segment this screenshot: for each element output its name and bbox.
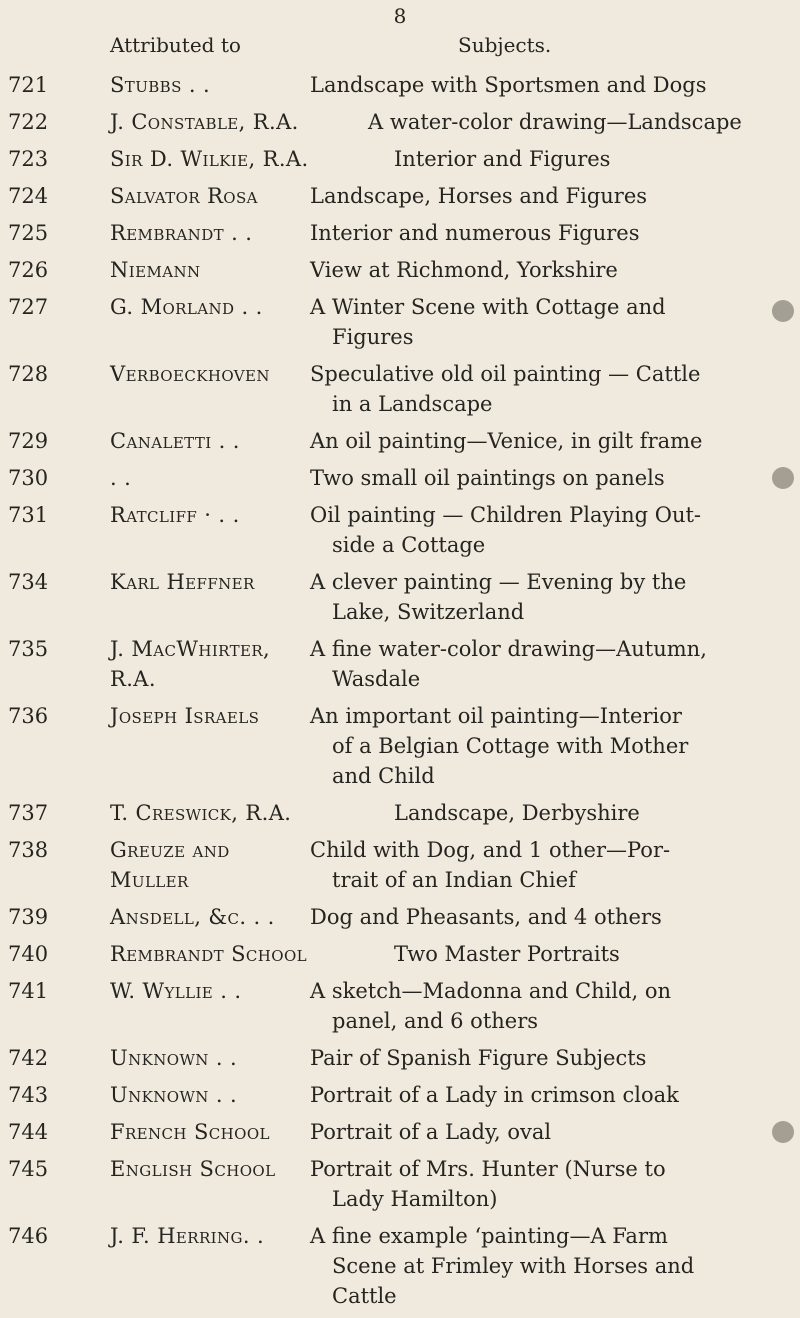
lot-number: 724 [8,184,49,208]
lot-artist: Rembrandt School [110,942,308,966]
lot-artist: Greuze and Muller [110,838,230,892]
lot-artist: J. MacWhirter, R.A. [110,637,271,691]
lot-artist: French School [110,1120,270,1144]
margin-smudge [772,1121,794,1143]
lot-subject: Interior and numerous Figures [310,221,640,245]
lot-entry [0,144,800,174]
lot-entry [0,292,800,352]
lot-subject: Interior and Figures [394,147,611,171]
lot-entry [0,107,800,137]
lot-number: 737 [8,801,49,825]
lot-subject: Oil painting — Children Playing Out- side a Cottage [310,503,702,557]
lot-number: 744 [8,1120,49,1144]
lot-entry [0,1117,800,1147]
lot-entry [0,463,800,493]
lot-subject: Two Master Portraits [394,942,620,966]
lot-entry [0,70,800,100]
lot-entry [0,634,800,694]
lot-artist: Stubbs . . [110,73,211,97]
lot-number: 725 [8,221,49,245]
lot-number: 741 [8,979,49,1003]
lot-number: 743 [8,1083,49,1107]
lot-artist: Ratcliff · . . [110,503,240,527]
lot-subject: Landscape, Derbyshire [394,801,640,825]
lot-subject: Landscape, Horses and Figures [310,184,648,208]
margin-smudge [772,467,794,489]
lot-entry [0,701,800,791]
lot-artist: J. Constable, R.A. [110,110,299,134]
lot-entry [0,255,800,285]
lot-number: 726 [8,258,49,282]
lot-number: 740 [8,942,49,966]
lot-subject: An oil painting—Venice, in gilt frame [310,429,703,453]
lot-subject: A sketch—Madonna and Child, on panel, and 6 others [310,979,671,1033]
lot-number: 728 [8,362,49,386]
lot-artist: Salvator Rosa [110,184,258,208]
lot-number: 745 [8,1157,49,1181]
lot-number: 736 [8,704,49,728]
lot-entry [0,1080,800,1110]
lot-artist: Joseph Israels [110,704,260,728]
lot-entry [0,1154,800,1214]
lot-artist: Sir D. Wilkie, R.A. [110,147,309,171]
lot-number: 738 [8,838,49,862]
lot-subject: Dog and Pheasants, and 4 others [310,905,662,929]
lot-subject: A fine water-color drawing—Autumn, Wasdale [310,637,707,691]
lot-subject: View at Richmond, Yorkshire [310,258,618,282]
lot-artist: J. F. Herring. . [110,1224,265,1248]
lot-artist: W. Wyllie . . [110,979,242,1003]
lot-subject: Pair of Spanish Figure Subjects [310,1046,647,1070]
lot-artist: Canaletti . . [110,429,240,453]
lot-subject: Portrait of a Lady, oval [310,1120,552,1144]
lot-artist: English School [110,1157,276,1181]
lot-artist: Rembrandt . . [110,221,253,245]
lot-subject: A water-color drawing—Landscape [368,110,742,134]
lot-entry [0,1043,800,1073]
lot-subject: Two small oil paintings on panels [310,466,665,490]
lot-number: 723 [8,147,49,171]
lot-artist: Unknown . . [110,1083,238,1107]
lot-subject: Speculative old oil painting — Cattle in a Landscape [310,362,701,416]
lot-artist: Niemann [110,258,201,282]
lot-artist: Verboeckhoven [110,362,270,386]
lot-number: 742 [8,1046,49,1070]
lot-entry [0,835,800,895]
lot-number: 735 [8,637,49,661]
lot-entry [0,798,800,828]
lot-number: 729 [8,429,49,453]
lot-entry [0,359,800,419]
lot-artist: Unknown . . [110,1046,238,1070]
lot-entry [0,1221,800,1311]
lot-number: 722 [8,110,49,134]
lot-entry [0,902,800,932]
lot-subject: Portrait of Mrs. Hunter (Nurse to Lady Hamilton) [310,1157,666,1211]
lot-number: 731 [8,503,49,527]
lot-subject: A fine example ‘painting—A Farm Scene at Frimley with Horses and Cattle [310,1224,695,1308]
lot-entry [0,218,800,248]
lot-artist: Ansdell, &c. . . [110,905,275,929]
lot-artist: . . [110,466,132,490]
lot-subject: Landscape with Sportsmen and Dogs [310,73,707,97]
lot-artist: Karl Heffner [110,570,255,594]
lot-number: 730 [8,466,49,490]
lot-number: 734 [8,570,49,594]
lot-subject: A clever painting — Evening by the Lake, Switzerland [310,570,687,624]
margin-smudge [772,300,794,322]
lot-number: 727 [8,295,49,319]
lot-subject: A Winter Scene with Cottage and Figures [310,295,666,349]
lot-subject: Portrait of a Lady in crimson cloak [310,1083,679,1107]
page-number: 8 [393,4,407,28]
attributed-header: Attributed to [110,33,241,57]
lot-number: 739 [8,905,49,929]
lot-entry [0,939,800,969]
lot-entry [0,426,800,456]
lot-subject: An important oil painting—Interior of a Belgian Cottage with Mother and Child [310,704,689,788]
lot-artist: T. Creswick, R.A. [110,801,292,825]
lot-artist: G. Morland . . [110,295,263,319]
lot-entry [0,181,800,211]
lot-entry [0,976,800,1036]
subjects-header: Subjects. [458,33,552,57]
lot-number: 746 [8,1224,49,1248]
lot-number: 721 [8,73,49,97]
lot-entry [0,567,800,627]
lot-entry [0,500,800,560]
lot-list [0,70,800,1318]
lot-subject: Child with Dog, and 1 other—Por- trait of an Indian Chief [310,838,671,892]
